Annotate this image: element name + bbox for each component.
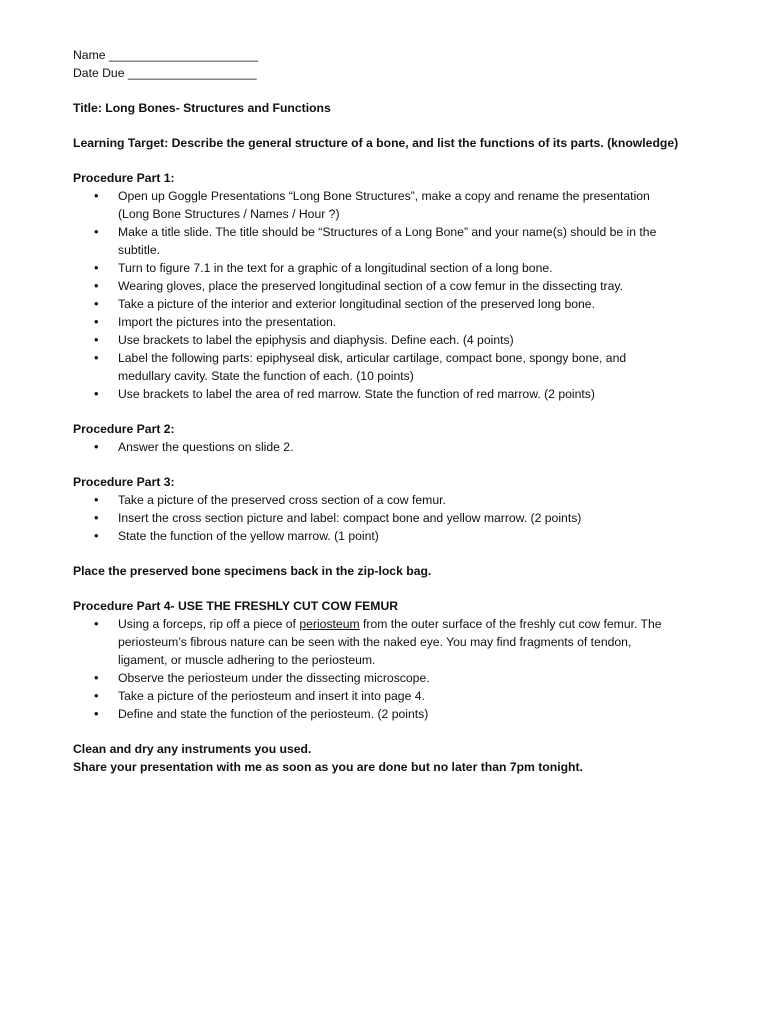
list-item <box>118 259 713 277</box>
list-item-text-cont: medullary cavity. State the function of each. (10 points) <box>118 369 414 383</box>
list-item-text-cont: ligament, or muscle adhering to the periosteum. <box>118 653 376 667</box>
place-specimens-note: Place the preserved bone specimens back in the zip-lock bag. <box>73 564 432 578</box>
document-title: Title: Long Bones- Structures and Functions <box>73 101 331 115</box>
list-item <box>118 527 713 545</box>
list-item <box>118 705 713 723</box>
part2-heading: Procedure Part 2: <box>73 422 175 436</box>
list-item-text: • Open up Goggle Presentations “Long Bone Structures”, make a copy and rename the presentation <box>118 189 650 203</box>
part1-heading: Procedure Part 1: <box>73 171 175 185</box>
part3-list <box>73 491 713 545</box>
text-segment: Using a forceps, rip off a piece of <box>118 617 300 631</box>
list-item <box>118 223 713 259</box>
list-item <box>118 615 713 669</box>
list-item <box>118 349 713 385</box>
list-item-text: • Insert the cross section picture and label: compact bone and yellow marrow. (2 points) <box>118 511 582 525</box>
part3-heading: Procedure Part 3: <box>73 475 175 489</box>
list-item-text-cont: subtitle. <box>118 243 161 257</box>
closing-clean-note: Clean and dry any instruments you used. <box>73 742 312 756</box>
date-due-line: Date Due ___________________ <box>73 66 257 80</box>
name-line: Name ______________________ <box>73 48 259 62</box>
part4-list <box>73 615 713 723</box>
document-content <box>73 46 713 776</box>
list-item-text: • Label the following parts: epiphyseal disk, articular cartilage, compact bone, spongy bone, and <box>118 351 627 365</box>
list-item <box>118 509 713 527</box>
list-item-text: • Wearing gloves, place the preserved longitudinal section of a cow femur in the dissecting tray. <box>118 279 623 293</box>
list-item-text: • Use brackets to label the area of red marrow. State the function of red marrow. (2 points) <box>118 387 595 401</box>
learning-target: Learning Target: Describe the general structure of a bone, and list the functions of its parts. (knowledge) <box>73 136 679 150</box>
list-item <box>118 438 713 456</box>
text-segment: from the outer surface of the freshly cut cow femur. The <box>359 617 662 631</box>
list-item-text: • Define and state the function of the periosteum. (2 points) <box>118 707 429 721</box>
list-item <box>118 491 713 509</box>
closing-share-note: Share your presentation with me as soon as you are done but no later than 7pm tonight. <box>73 760 583 774</box>
list-item-text <box>118 615 713 633</box>
list-item-text: • Take a picture of the periosteum and insert it into page 4. <box>118 689 425 703</box>
part4-heading: Procedure Part 4- USE THE FRESHLY CUT COW FEMUR <box>73 599 399 613</box>
list-item-text: • Take a picture of the interior and exterior longitudinal section of the preserved long bone. <box>118 297 595 311</box>
list-item-text: • Take a picture of the preserved cross section of a cow femur. <box>118 493 446 507</box>
list-item-text: • Observe the periosteum under the dissecting microscope. <box>118 671 430 685</box>
list-item <box>118 331 713 349</box>
list-item-text: • State the function of the yellow marrow. (1 point) <box>118 529 379 543</box>
list-item-text: • Answer the questions on slide 2. <box>118 440 294 454</box>
list-item-text-cont: (Long Bone Structures / Names / Hour ?) <box>118 207 340 221</box>
part2-list <box>73 438 713 456</box>
list-item-text: • Import the pictures into the presentation. <box>118 315 337 329</box>
list-item-text: • Make a title slide. The title should be “Structures of a Long Bone” and your name(s) should be in the <box>118 225 657 239</box>
list-item-text: • Use brackets to label the epiphysis and diaphysis. Define each. (4 points) <box>118 333 514 347</box>
list-item <box>118 313 713 331</box>
list-item <box>118 295 713 313</box>
part1-list <box>73 187 713 403</box>
periosteum-term: periosteum <box>299 617 360 631</box>
list-item <box>118 687 713 705</box>
list-item-text-cont: periosteum’s fibrous nature can be seen with the naked eye. You may find fragments of tendon, <box>118 635 632 649</box>
list-item <box>118 277 713 295</box>
list-item <box>118 385 713 403</box>
list-item-text: • Turn to figure 7.1 in the text for a graphic of a longitudinal section of a long bone. <box>118 261 553 275</box>
list-item <box>118 187 713 223</box>
list-item <box>118 669 713 687</box>
